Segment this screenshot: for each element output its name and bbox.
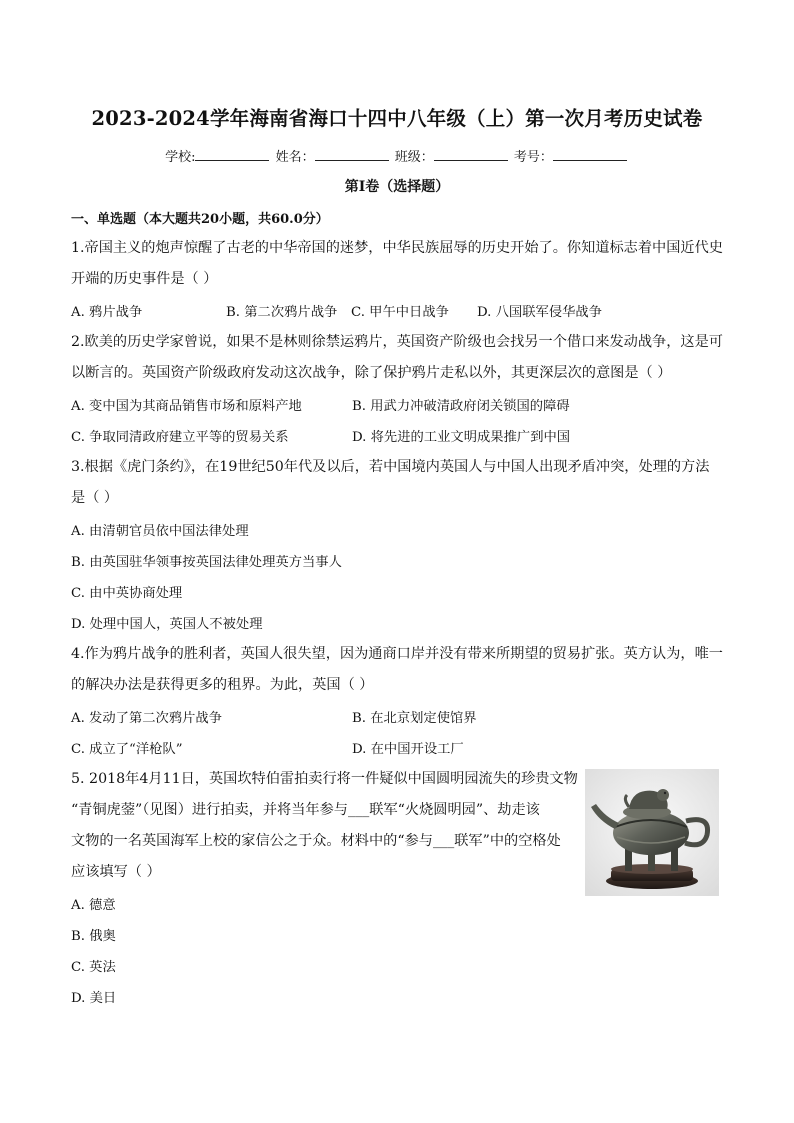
question-4-line-1: 4.作为鸦片战争的胜利者，英国人很失望，因为通商口岸并没有带来所期望的贸易扩张。英方认为，唯一 xyxy=(71,646,723,662)
page-title: 2023-2024学年海南省海口十四中八年级（上）第一次月考历史试卷 xyxy=(91,107,703,130)
bronze-tiger-vessel-photo xyxy=(585,769,719,896)
name-blank[interactable] xyxy=(315,148,389,161)
question-2-line-1: 2.欧美的历史学家曾说，如果不是林则徐禁运鸦片，英国资产阶级也会找另一个借口来发动战争，这是可 xyxy=(71,334,723,350)
exam-number-blank[interactable] xyxy=(553,148,627,161)
section-heading: 一、单选题（本大题共20小题，共60.0分） xyxy=(71,212,329,227)
question-4-option-a[interactable]: A. 发动了第二次鸦片战争 xyxy=(71,711,223,726)
class-blank[interactable] xyxy=(434,148,508,161)
class-label: 班级： xyxy=(394,150,434,165)
question-5-line-2: “青铜虎蓥”（见图）进行拍卖，并将当年参与___联军“火烧圆明园”、劫走该 xyxy=(71,802,540,818)
question-4-line-2: 的解决办法是获得更多的租界。为此，英国（ ） xyxy=(71,677,374,693)
question-5-option-b[interactable]: B. 俄奥 xyxy=(71,929,116,944)
question-5-line-3: 文物的一名英国海军上校的家信公之于众。材料中的“参与___联军”中的空格处 xyxy=(71,833,561,849)
question-3-option-b[interactable]: B. 由英国驻华领事按英国法律处理英方当事人 xyxy=(71,555,342,570)
student-info-line xyxy=(0,146,794,165)
question-3-line-1: 3.根据《虎门条约》，在19世纪50年代及以后，若中国境内英国人与中国人出现矛盾冲突，处理的方法 xyxy=(71,459,710,475)
question-2-option-c[interactable]: C. 争取同清政府建立平等的贸易关系 xyxy=(71,430,289,445)
question-2-line-2: 以断言的。英国资产阶级政府发动这次战争，除了保护鸦片走私以外，其更深层次的意图是（ ） xyxy=(71,365,672,381)
question-4-option-b[interactable]: B. 在北京划定使馆界 xyxy=(352,711,477,726)
question-1-option-b[interactable]: B. 第二次鸦片战争 xyxy=(226,305,338,320)
question-5-option-c[interactable]: C. 英法 xyxy=(71,960,116,975)
question-3-option-a[interactable]: A. 由清朝官员依中国法律处理 xyxy=(71,524,249,539)
question-3-option-c[interactable]: C. 由中英协商处理 xyxy=(71,586,183,601)
question-5-option-d[interactable]: D. 美日 xyxy=(71,991,117,1006)
question-1-line-2: 开端的历史事件是（ ） xyxy=(71,271,218,287)
question-2-option-a[interactable]: A. 变中国为其商品销售市场和原料产地 xyxy=(71,399,302,414)
question-2-option-d[interactable]: D. 将先进的工业文明成果推广到中国 xyxy=(352,430,571,445)
school-blank[interactable] xyxy=(195,148,269,161)
question-5-line-4: 应该填写（ ） xyxy=(71,864,161,880)
question-4-option-c[interactable]: C. 成立了“洋枪队” xyxy=(71,742,183,757)
question-2-option-b[interactable]: B. 用武力冲破清政府闭关锁国的障碍 xyxy=(352,399,570,414)
volume-heading: 第Ⅰ卷（选择题） xyxy=(344,179,450,195)
school-label: 学校: xyxy=(165,150,196,165)
question-1-option-d[interactable]: D. 八国联军侵华战争 xyxy=(477,305,603,320)
exam-number-label: 考号： xyxy=(513,150,553,165)
question-1-line-1: 1.帝国主义的炮声惊醒了古老的中华帝国的迷梦，中华民族屈辱的历史开始了。你知道标志着中国近代史 xyxy=(71,240,723,256)
question-5-line-1: 5. 2018年4月11日，英国坎特伯雷拍卖行将一件疑似中国圆明园流失的珍贵文物 xyxy=(71,771,578,787)
question-3-option-d[interactable]: D. 处理中国人，英国人不被处理 xyxy=(71,617,263,632)
question-1-option-c[interactable]: C. 甲午中日战争 xyxy=(351,305,449,320)
question-1-option-a[interactable]: A. 鸦片战争 xyxy=(71,305,143,320)
name-label: 姓名： xyxy=(275,150,315,165)
question-4-option-d[interactable]: D. 在中国开设工厂 xyxy=(352,742,464,757)
question-3-line-2: 是（ ） xyxy=(71,490,119,506)
question-5-option-a[interactable]: A. 德意 xyxy=(71,898,116,913)
